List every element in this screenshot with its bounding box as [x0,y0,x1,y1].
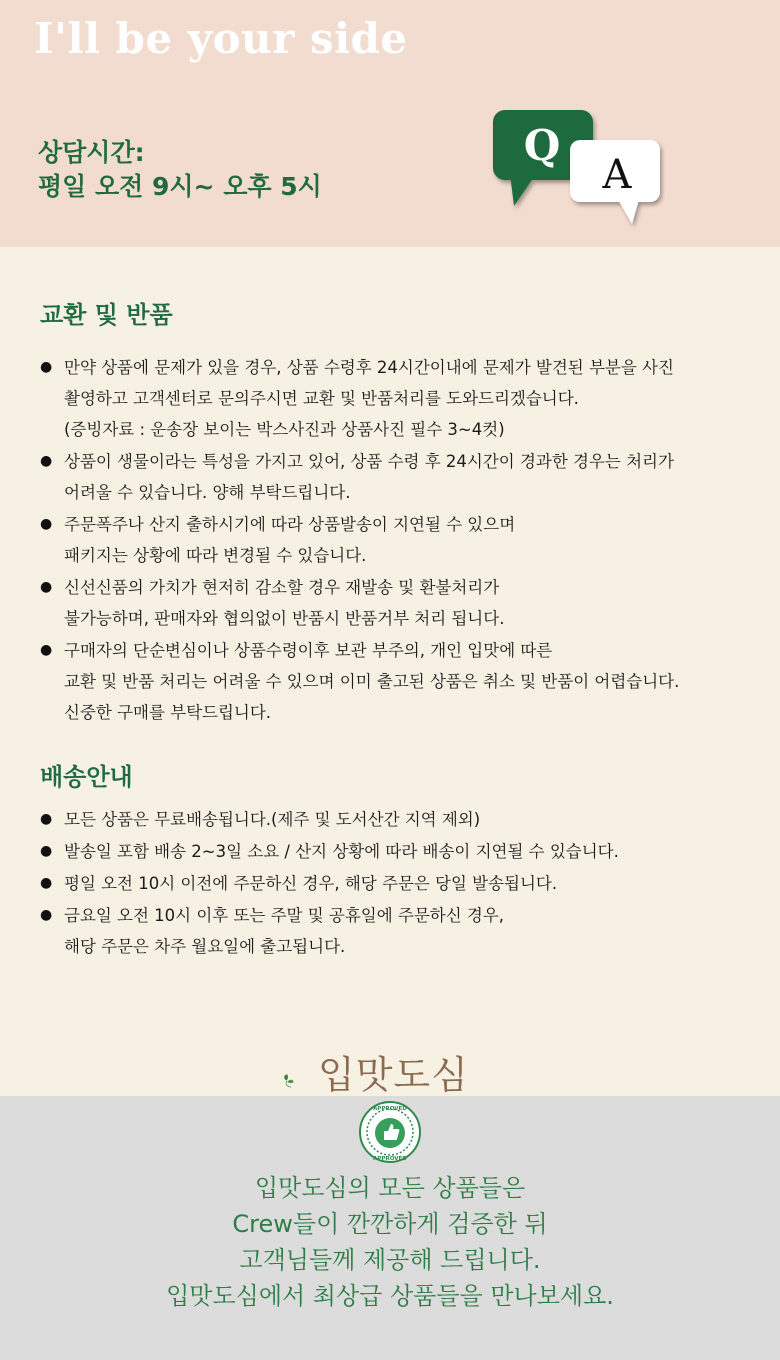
tagline: I'll be your side [34,14,408,63]
badge-bottom-text: APPROVED [373,1156,407,1162]
exchange-item-line: (증빙자료 : 운송장 보이는 박스사진과 상품사진 필수 3~4컷) [64,420,505,439]
approved-badge-icon [358,1100,422,1164]
delivery-item-line: ● 평일 오전 10시 이전에 주문하신 경우, 해당 주문은 당일 발송됩니다. [64,874,558,893]
delivery-item [40,804,619,835]
header-banner [0,0,780,247]
exchange-item-line: ● 구매자의 단순변심이나 상품수령이후 보관 부주의, 개인 입맛에 따른 [64,641,553,660]
delivery-item-line: ● 금요일 오전 10시 이후 또는 주말 및 공휴일에 주문하신 경우, [64,906,505,925]
exchange-title: 교환 및 반품 [40,301,173,329]
exchange-item [40,572,679,634]
exchange-item-line: 어려울 수 있습니다. 양해 부탁드립니다. [64,483,351,502]
delivery-list [40,804,619,963]
delivery-item [40,868,619,899]
exchange-item-line: 촬영하고 고객센터로 문의주시면 교환 및 반품처리를 도와드리겠습니다. [64,389,579,408]
exchange-list [40,352,679,729]
footer-line: Crew들이 깐깐하게 검증한 뒤 [232,1210,548,1238]
qa-speech-bubbles-icon [490,108,665,230]
exchange-item-line: 불가능하며, 판매자와 협의없이 반품시 반품거부 처리 됩니다. [64,609,505,628]
exchange-item [40,446,679,508]
delivery-item [40,836,619,867]
exchange-item [40,509,679,571]
exchange-item [40,635,679,728]
exchange-item-line: ● 주문폭주나 산지 출하시기에 따라 상품발송이 지연될 수 있으며 [64,515,516,534]
consult-hours [38,136,322,204]
badge-top-text: APPROVED [373,1106,407,1112]
exchange-item-line: ● 만약 상품에 문제가 있을 경우, 상품 수령후 24시간이내에 문제가 발견된 부분을 사진 [64,358,674,377]
delivery-title: 배송안내 [40,763,133,791]
q-letter: Q [523,121,561,170]
footer-line: 입맛도심에서 최상급 상품들을 만나보세요. [166,1282,614,1310]
delivery-item-line: ● 발송일 포함 배송 2~3일 소요 / 산지 상황에 따라 배송이 지연될 수 있습니다. [64,842,619,861]
exchange-item [40,352,679,445]
exchange-item-line: 패키지는 상황에 따라 변경될 수 있습니다. [64,546,367,565]
exchange-item-line: ● 신선신품의 가치가 현저히 감소할 경우 재발송 및 환불처리가 [64,578,500,597]
exchange-item-line: 신중한 구매를 부탁드립니다. [64,703,272,722]
delivery-item [40,900,619,962]
hours-label: 상담시간: [38,138,145,167]
hours-value: 평일 오전 9시~ 오후 5시 [38,172,322,201]
delivery-item-line: ● 모든 상품은 무료배송됩니다.(제주 및 도서산간 지역 제외) [64,810,481,829]
exchange-item-line: ● 상품이 생물이라는 특성을 가지고 있어, 상품 수령 후 24시간이 경과한 경우는 처리가 [64,452,674,471]
delivery-item-line: 해당 주문은 차주 월요일에 출고됩니다. [64,937,346,956]
footer-line: 고객님들께 제공해 드립니다. [239,1246,541,1274]
footer-message [0,1170,780,1314]
exchange-item-line: 교환 및 반품 처리는 어려울 수 있으며 이미 출고된 상품은 취소 및 반품이 어렵습니다. [64,672,680,691]
a-letter: A [602,152,632,198]
brand-name: 입맛도심 [318,1053,469,1097]
footer-line: 입맛도심의 모든 상품들은 [254,1174,526,1202]
